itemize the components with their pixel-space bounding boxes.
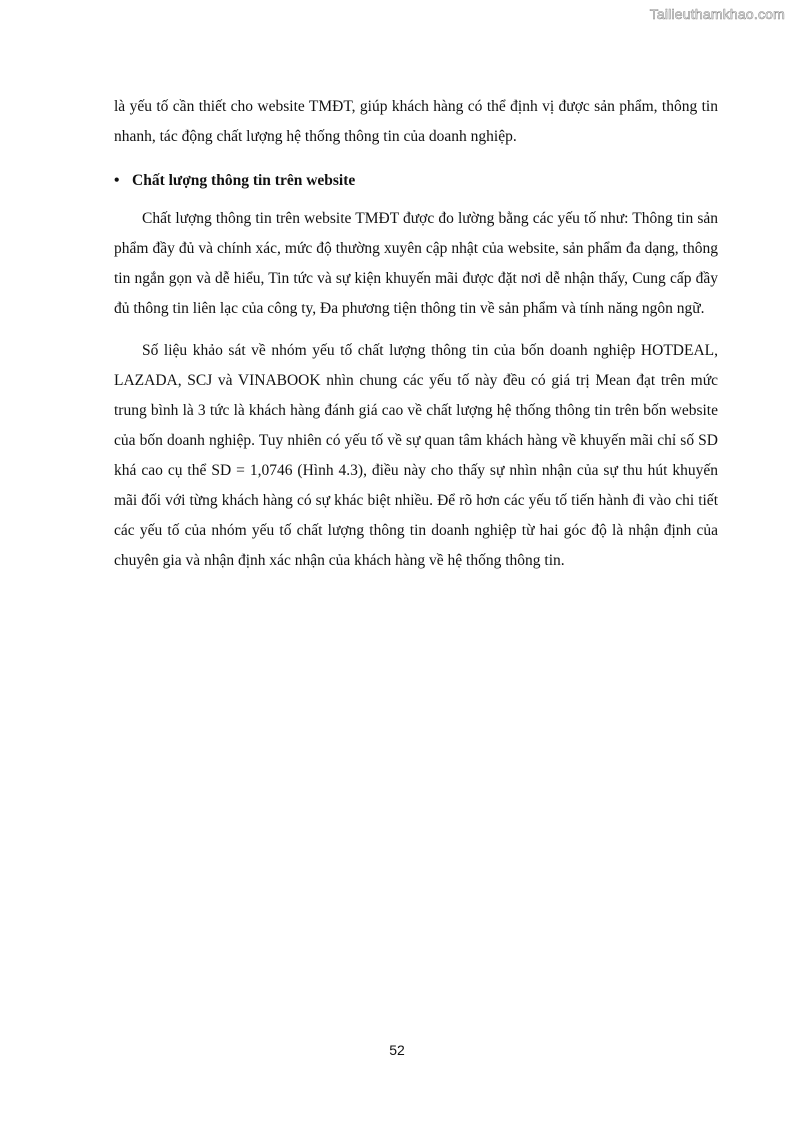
bullet-icon: • <box>114 172 120 189</box>
paragraph-survey-results: Số liệu khảo sát về nhóm yếu tố chất lượng thông tin của bốn doanh nghiệp HOTDEAL, LAZADA, SCJ và VINABOOK nhìn chung các yếu tố này đều có giá trị Mean đạt trên mức trung bình là 3 tức là khách hàng đánh giá cao về chất lượng hệ thống thông tin trên bốn website của bốn doanh nghiệp. Tuy nhiên có yếu tố về sự quan tâm khách hàng về khuyến mãi chỉ số SD khá cao cụ thể SD = 1,0746 (Hình 4.3), điều này cho thấy sự nhìn nhận của sự thu hút khuyến mãi đối với từng khách hàng có sự khác biệt nhiều. Để rõ hơn các yếu tố tiến hành đi vào chi tiết các yếu tố của nhóm yếu tố chất lượng thông tin doanh nghiệp từ hai góc độ là nhận định của chuyên gia và nhận định xác nhận của khách hàng về hệ thống thông tin. <box>114 342 718 569</box>
bullet-heading <box>114 166 718 196</box>
intro-paragraph: là yếu tố cần thiết cho website TMĐT, giúp khách hàng có thể định vị được sản phẩm, thông tin nhanh, tác động chất lượng hệ thống thông tin của doanh nghiệp. <box>114 98 718 145</box>
page-number: 52 <box>389 1042 405 1058</box>
document-body <box>114 92 718 576</box>
bullet-heading-text: Chất lượng thông tin trên website <box>132 172 356 189</box>
paragraph-information-quality: Chất lượng thông tin trên website TMĐT được đo lường bằng các yếu tố như: Thông tin sản phẩm đầy đủ và chính xác, mức độ thường xuyên cập nhật của website, sản phẩm đa dạng, thông tin ngắn gọn và dễ hiểu, Tin tức và sự kiện khuyến mãi được đặt nơi dễ nhận thấy, Cung cấp đầy đủ thông tin liên lạc của công ty, Đa phương tiện thông tin về sản phẩm và tính năng ngôn ngữ. <box>114 210 718 317</box>
watermark-text: Tailieuthamkhao.com <box>649 6 785 22</box>
